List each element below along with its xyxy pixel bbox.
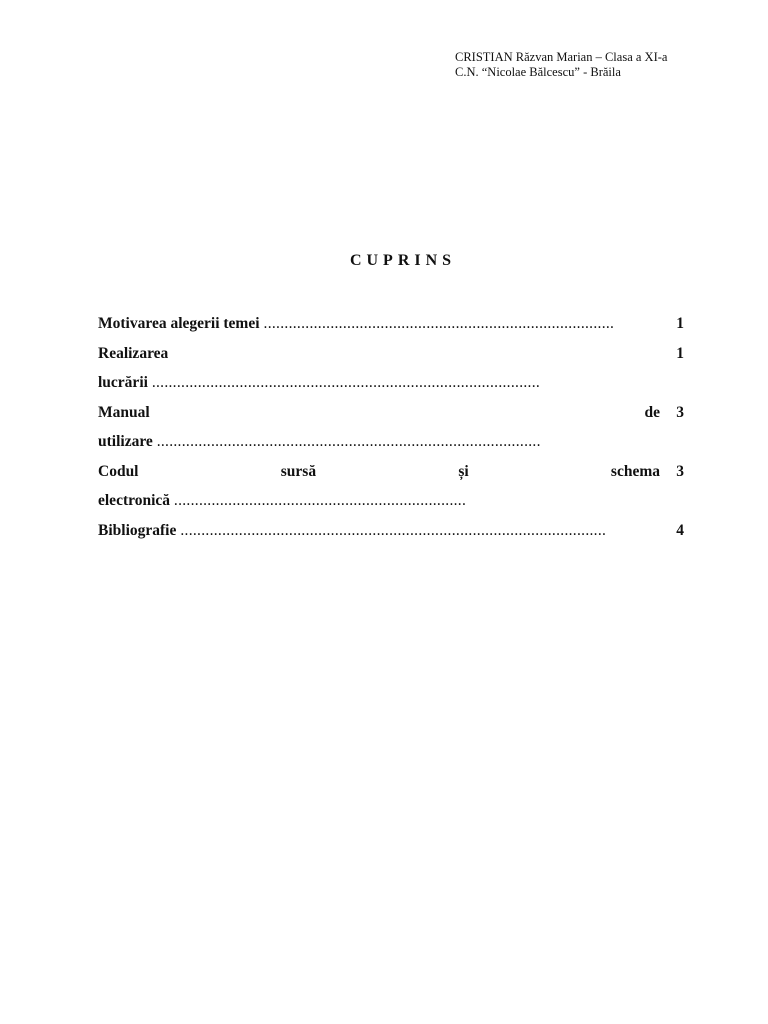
header-author-class: CRISTIAN Răzvan Marian – Clasa a XI-a	[455, 50, 668, 64]
toc-leader-dots: .............................................................................................	[151, 374, 541, 391]
toc-leader-dots: ......................................................................................................	[180, 521, 607, 539]
toc-leader-dots: ............................................................................................	[156, 433, 541, 450]
toc-entry-word: sursă	[280, 462, 317, 480]
toc-page-number: 1	[676, 315, 684, 332]
toc-entry-word: Realizarea	[98, 344, 169, 362]
toc-page-number: 3	[676, 462, 684, 480]
document-header	[455, 50, 667, 80]
toc-entry-continuation: utilizare	[98, 433, 153, 450]
toc-page-number: 3	[676, 403, 684, 421]
toc-entry-bibliografie	[98, 519, 684, 549]
toc-entry-label: Motivarea alegerii temei	[98, 315, 260, 332]
toc-entry-label: Bibliografie	[98, 521, 177, 539]
toc-entry-word: Codul	[98, 462, 139, 480]
header-school: C.N. “Nicolae Bălcescu” - Brăila	[455, 65, 621, 79]
toc-entry-word: schema	[610, 462, 660, 480]
toc-entry-codul	[98, 460, 684, 519]
toc-entry-manual	[98, 401, 684, 460]
toc-entry-continuation: electronică	[98, 492, 171, 509]
page-title: CUPRINS	[349, 252, 457, 269]
toc-entry-word: Manual	[98, 403, 150, 421]
toc-entry-continuation: lucrării	[98, 374, 148, 391]
toc-entry-word: și	[458, 462, 469, 480]
toc-entry-realizarea	[98, 342, 684, 401]
toc-leader-dots: ......................................................................	[173, 492, 467, 509]
toc-entry-word: de	[644, 403, 660, 421]
table-of-contents	[98, 312, 684, 548]
toc-page-number: 4	[676, 521, 684, 539]
toc-entry-motivarea	[98, 312, 684, 342]
toc-leader-dots: ....................................................................................	[263, 315, 615, 332]
toc-page-number: 1	[676, 344, 684, 362]
